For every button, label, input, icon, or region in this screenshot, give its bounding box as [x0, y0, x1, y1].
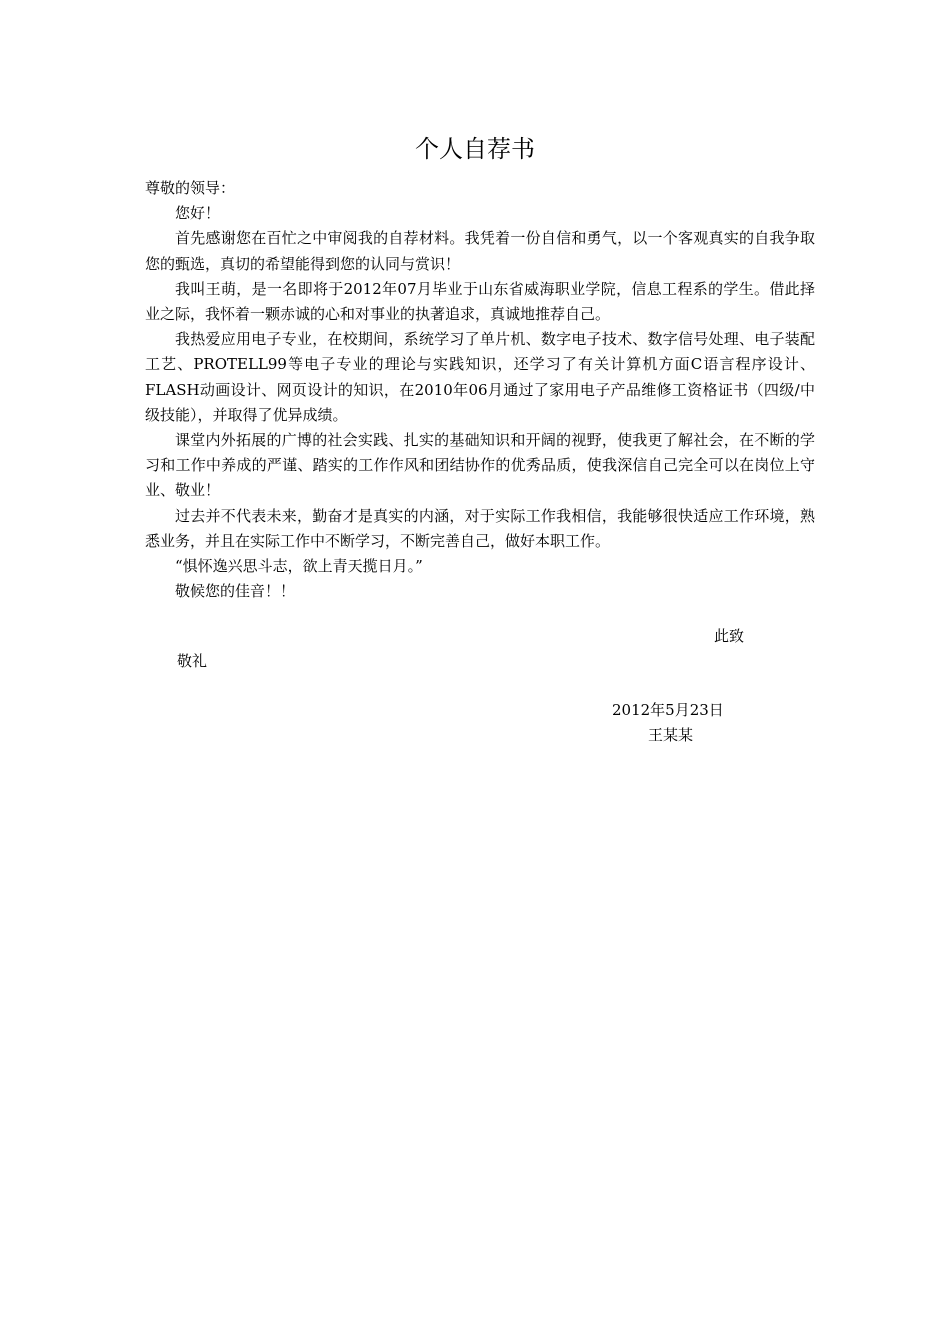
document-title: 个人自荐书: [415, 135, 535, 163]
closing-jingli: 敬礼: [177, 652, 208, 670]
signature: 王某某: [648, 726, 694, 744]
salutation: 尊敬的领导：: [145, 179, 236, 197]
paragraph-introduction: 我叫王萌，是一名即将于2012年07月毕业于山东省威海职业学院，信息工程系的学生。借此择业之际，我怀着一颗赤诚的心和对事业的执著追求，真诚地推荐自己。: [145, 279, 815, 324]
paragraph-education: 我热爱应用电子专业，在校期间，系统学习了单片机、数字电子技术、数字信号处理、电子装配工艺、PROTELL99等电子专业的理论与实践知识，还学习了有关计算机方面C语言程序设计、FLASH动画设计、网页设计的知识，在2010年06月通过了家用电子产品维修工资格证书（四级/中级技能），并取得了优异成绩。: [145, 330, 815, 424]
paragraph-thanks: 首先感谢您在百忙之中审阅我的自荐材料。我凭着一份自信和勇气，以一个客观真实的自我争取您的甄选，真切的希望能得到您的认同与赏识！: [145, 229, 815, 273]
paragraph-future: 过去并不代表未来，勤奋才是真实的内涵，对于实际工作我相信，我能够很快适应工作环境，熟悉业务，并且在实际工作中不断学习，不断完善自己，做好本职工作。: [145, 506, 815, 550]
paragraph-await: 敬候您的佳音！！: [175, 582, 296, 601]
paragraph-practice: 课堂内外拓展的广博的社会实践、扎实的基础知识和开阔的视野，使我更了解社会，在不断的学习和工作中养成的严谨、踏实的工作作风和团结协作的优秀品质，使我深信自己完全可以在岗位上守业、敬业！: [145, 431, 815, 500]
letter-body: [145, 176, 815, 604]
greeting: 您好！: [175, 204, 221, 223]
paragraph-quote: “惧怀逸兴思斗志，欲上青天揽日月。”: [175, 557, 423, 576]
closing-cizhi: 此致: [714, 627, 745, 645]
letter-date: 2012年5月23日: [612, 701, 724, 719]
